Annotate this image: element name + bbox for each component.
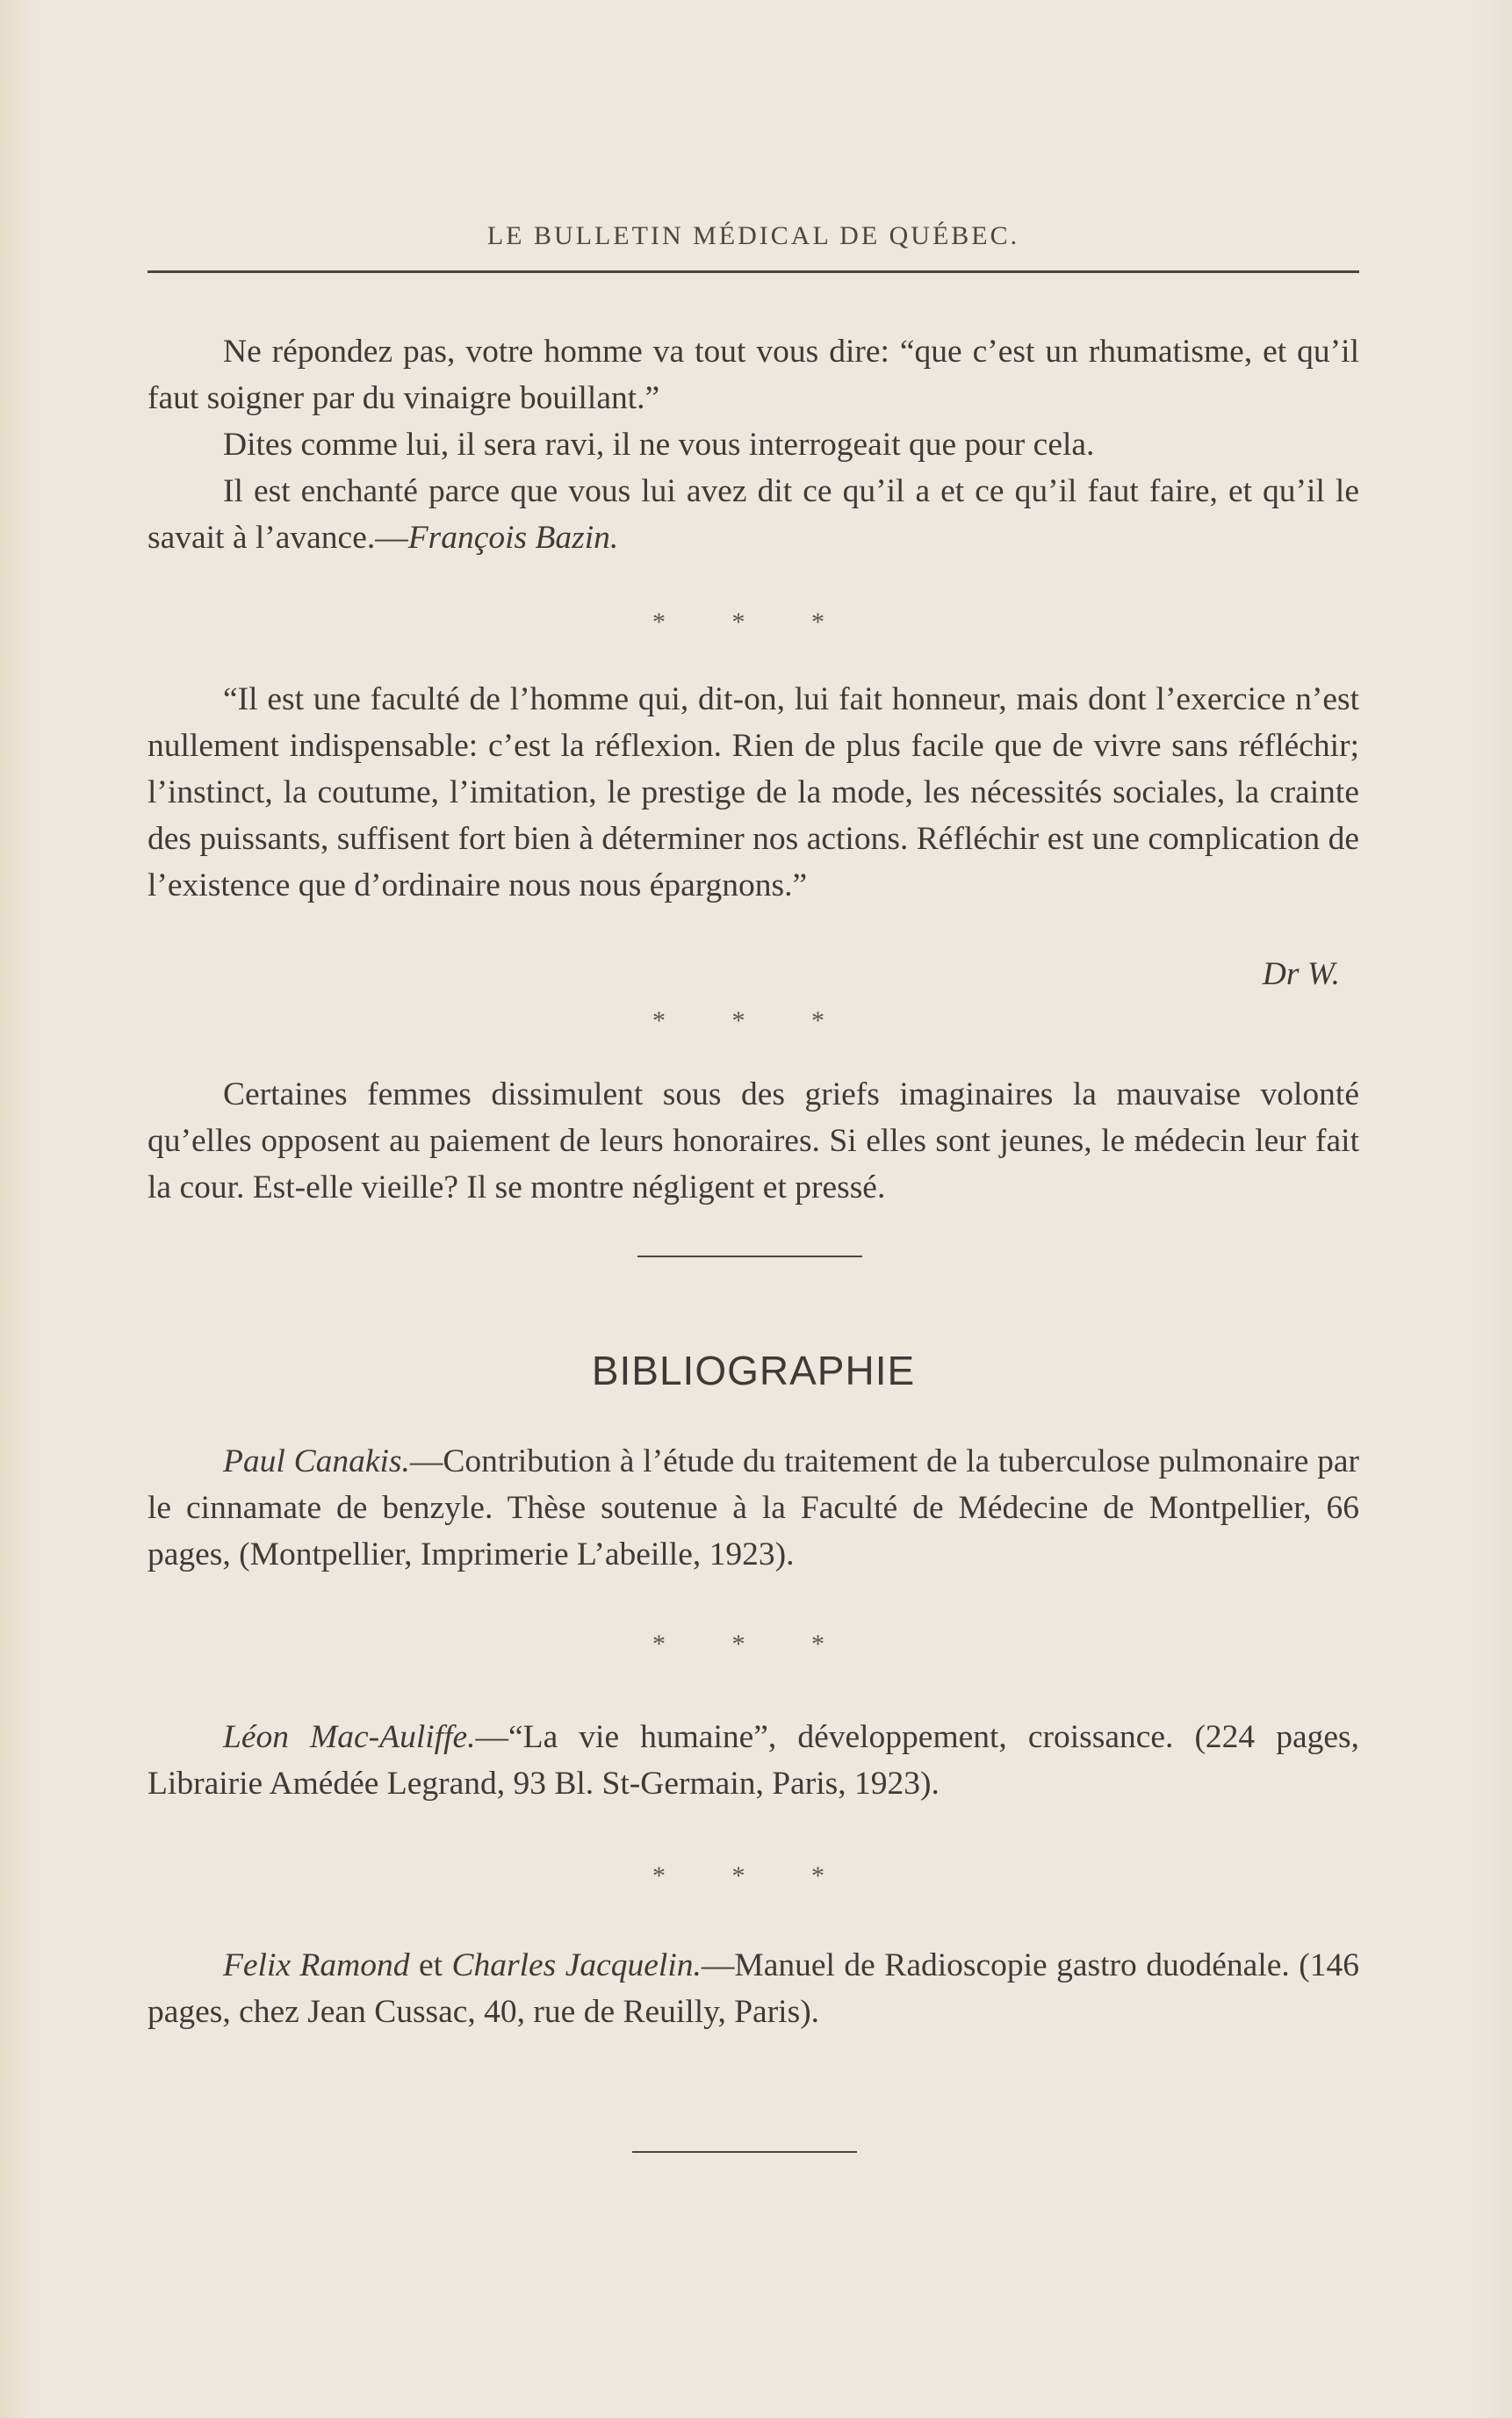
quote-block [148,676,1359,909]
bibliography-entry-ramond-jacquelin [148,1942,1359,2035]
paragraph-enchante-text: Il est enchanté parce que vous lui avez dit ce qu’il a et ce qu’il faut faire, et qu’il le savait à l’avance.— [148,473,1359,556]
entry-ramond-text [148,1942,1359,2035]
paragraph-block-1 [148,328,1359,561]
paragraph-femmes: Certaines femmes dissimulent sous des griefs imaginaires la mauvaise volonté qu’elles opposent au paiement de leurs honoraires. Si elles sont jeunes, le médecin leur fait la cour. Est-elle vieille? Il se montre négligent et pressé. [148,1076,1359,1205]
quote-reflexion: “Il est une faculté de l’homme qui, dit-on, lui fait honneur, mais dont l’exercice n’est nullement indispensable: c’est la réflexion. Rien de plus facile que de vivre sans réfléchir; l’instinct, la coutume, l’imitation, le prestige de la mode, les nécessités sociales, la crainte des puissants, suffisent fort bien à déterminer nos actions. Réfléchir est une complication de l’existence que d’ordinaire nous nous épargnons.” [148,681,1359,903]
author-francois-bazin: François Bazin. [407,520,619,556]
paragraph-rhumatisme: Ne répondez pas, votre homme va tout vous dire: “que c’est un rhumatisme, et qu’il faut soigner par du vinaigre bouillant.” [148,334,1359,416]
separator-stars-3: * * * [652,1630,854,1659]
entry-canakis-text [148,1438,1359,1578]
entry-author-2: Charles Jacquelin. [451,1947,702,1983]
separator-stars-2: * * * [652,1006,854,1035]
signature-dr-w: Dr W. [1262,956,1340,992]
bibliography-entry-canakis [148,1438,1359,1578]
header-rule [148,270,1359,273]
paragraph-block-3 [148,1071,1359,1211]
entry-author: Felix Ramond [223,1947,410,1983]
entry-mac-auliffe-text [148,1714,1359,1807]
separator-stars-1: * * * [652,608,854,637]
entry-joiner: et [409,1947,452,1983]
entry-author: Paul Canakis. [223,1443,410,1479]
running-head: LE BULLETIN MÉDICAL DE QUÉBEC. [486,221,1020,250]
section-divider [637,1256,862,1257]
end-divider [632,2151,857,2153]
entry-description: —Manuel de Radioscopie gastro duodénale. (146 pages, chez Jean Cussac, 40, rue de Reuilly, Paris). [148,1947,1359,2030]
entry-author: Léon Mac-Auliffe. [223,1719,476,1755]
section-title-bibliographie: BIBLIOGRAPHIE [591,1348,916,1393]
paragraph-dites: Dites comme lui, il sera ravi, il ne vous interrogeait que pour cela. [223,427,1095,463]
paragraph-enchante [148,468,1359,561]
entry-description: —Contribution à l’étude du traitement de la tuberculose pulmonaire par le cinnamate de benzyle. Thèse soutenue à la Faculté de Médecine de Montpellier, 66 pages, (Montpellier, Imprimerie L’abeille, 1923). [148,1443,1360,1572]
entry-description: —“La vie humaine”, développement, croissance. (224 pages, Librairie Amédée Legrand, 93 Bl. St-Germain, Paris, 1923). [148,1719,1359,1802]
bibliography-entry-mac-auliffe [148,1714,1359,1807]
separator-stars-4: * * * [652,1861,854,1890]
